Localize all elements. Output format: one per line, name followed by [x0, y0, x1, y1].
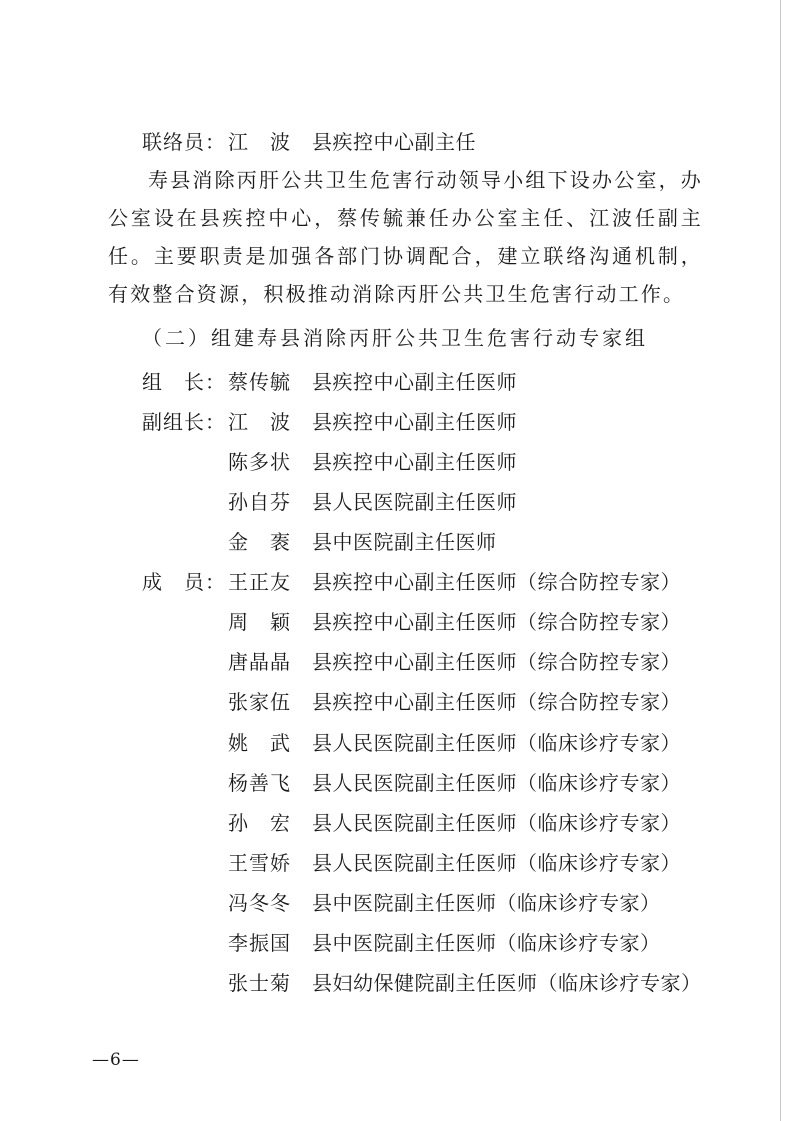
member-title: 县人民医院副主任医师（临床诊疗专家） [312, 811, 681, 835]
member-title: 县疾控中心副主任医师（综合防控专家） [312, 650, 681, 674]
member-title: 县疾控中心副主任医师 [312, 410, 517, 434]
section-heading: （二）组建寿县消除丙肝公共卫生危害行动专家组 [142, 326, 648, 350]
office-paragraph: 寿县消除丙肝公共卫生危害行动领导小组下设办公室，办公室设在县疾控中心，蔡传毓兼任办公室主任、江波任副主任。主要职责是加强各部门协调配合，建立联络沟通机制，有效整合资源，积极推动消除丙肝公共卫生危害行动工作。 [108, 168, 703, 306]
member-title: 县疾控中心副主任医师 [312, 450, 517, 474]
member-name: 江 波 [228, 410, 291, 434]
member-role: 组 长： [142, 370, 226, 394]
member-title: 县疾控中心副主任医师（综合防控专家） [312, 570, 681, 594]
member-name: 李振国 [228, 931, 291, 955]
member-name: 蔡传毓 [228, 370, 291, 394]
scan-edge-line [780, 0, 781, 1121]
member-title: 县人民医院副主任医师（临床诊疗专家） [312, 771, 681, 795]
member-role: 副组长： [142, 410, 226, 434]
member-name: 孙 宏 [228, 811, 291, 835]
member-name: 金 袠 [228, 530, 291, 554]
member-name: 张士菊 [228, 971, 291, 995]
page-number: —6— [92, 1050, 140, 1070]
member-name: 张家伍 [228, 690, 291, 714]
member-title: 县中医院副主任医师 [312, 530, 497, 554]
member-name: 王正友 [228, 570, 291, 594]
member-title: 县疾控中心副主任医师 [312, 370, 517, 394]
member-title: 县人民医院副主任医师（临床诊疗专家） [312, 851, 681, 875]
member-title: 县中医院副主任医师（临床诊疗专家） [312, 931, 661, 955]
member-title: 县人民医院副主任医师（临床诊疗专家） [312, 731, 681, 755]
member-title: 县妇幼保健院副主任医师（临床诊疗专家） [312, 971, 702, 995]
member-name: 姚 武 [228, 731, 291, 755]
member-name: 唐晶晶 [228, 650, 291, 674]
member-title: 县疾控中心副主任医师（综合防控专家） [312, 690, 681, 714]
member-name: 陈多状 [228, 450, 291, 474]
liaison-title: 县疾控中心副主任 [312, 130, 476, 154]
member-name: 冯冬冬 [228, 891, 291, 915]
member-name: 孙自芬 [228, 490, 291, 514]
member-role: 成 员： [142, 570, 226, 594]
member-title: 县中医院副主任医师（临床诊疗专家） [312, 891, 661, 915]
member-name: 王雪娇 [228, 851, 291, 875]
member-title: 县疾控中心副主任医师（综合防控专家） [312, 610, 681, 634]
liaison-name: 江 波 [228, 130, 291, 154]
liaison-role: 联络员： [142, 130, 226, 154]
member-title: 县人民医院副主任医师 [312, 490, 517, 514]
member-name: 杨善飞 [228, 771, 291, 795]
member-name: 周 颖 [228, 610, 291, 634]
